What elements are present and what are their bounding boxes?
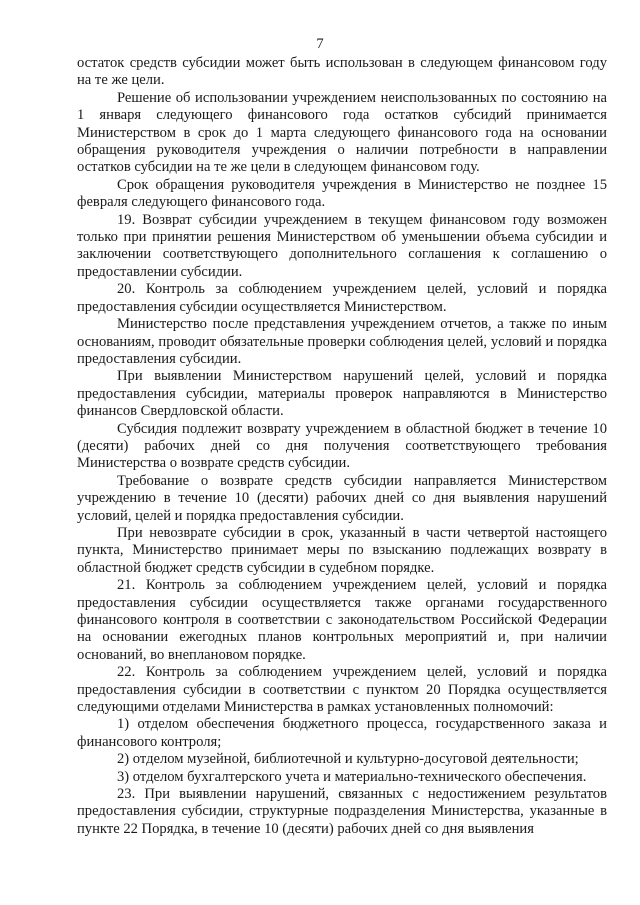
paragraph-request-deadline: Срок обращения руководителя учреждения в Министерство не позднее 15 февраля следующего финансового года.	[77, 176, 607, 211]
paragraph-ministry-checks: Министерство после представления учреждением отчетов, а также по иным основаниям, проводит обязательные проверки соблюдения целей, условий и порядка предоставления субсидии.	[77, 316, 607, 367]
list-item-3: 3) отделом бухгалтерского учета и материально-технического обеспечения.	[117, 768, 587, 785]
paragraph-clause-19: 19. Возврат субсидии учреждением в текущем финансовом году возможен только при принятии решения Министерством об уменьшении объема субсидии и заключении соответствующего дополнительного соглашения к соглашению о предоставлении субсидии.	[77, 211, 607, 280]
paragraph-refund-demand: Требование о возврате средств субсидии направляется Министерством учреждению в течение 10 (десяти) рабочих дней со дня выявления нарушений условий, целей и порядка предоставления субсидии.	[77, 472, 607, 524]
paragraph-violations: При выявлении Министерством нарушений целей, условий и порядка предоставления субсидии, материалы проверок направляются в Министерство финансов Свердловской области.	[77, 368, 607, 420]
paragraph-clause-21: 21. Контроль за соблюдением учреждением целей, условий и порядка предоставления субсидии осуществляется также органами государственного финансового контроля в соответствии с законодательством Российской Федерации на основании ежегодных планов контрольных мероприятий и, при наличии оснований, во внеплановом порядке.	[77, 577, 607, 663]
paragraph-court-recovery: При невозврате субсидии в срок, указанный в части четвертой настоящего пункта, Министерство принимает меры по взысканию подлежащих возврату в областной бюджет средств субсидии в судебном порядке.	[77, 524, 607, 576]
list-item-2: 2) отделом музейной, библиотечной и культурно-досуговой деятельности;	[117, 751, 579, 768]
paragraph-remainder-decision: Решение об использовании учреждением неиспользованных по состоянию на 1 января следующего финансового года остатков субсидий принимается Министерством в срок до 1 марта следующего финансового года на основании обращения руководителя учреждения о наличии потребности в направлении остатков субсидии на те же цели в следующем финансовом году.	[77, 89, 607, 176]
paragraph-clause-22: 22. Контроль за соблюдением учреждением целей, условий и порядка предоставления субсидии в соответствии с пунктом 20 Порядка осуществляется следующими отделами Министерства в рамках установленных полномочий:	[77, 664, 607, 716]
document-body	[77, 55, 607, 838]
paragraph-continuation: остаток средств субсидии может быть использован в следующем финансовом году на те же цели.	[77, 55, 607, 89]
paragraph-clause-23: 23. При выявлении нарушений, связанных с недостижением результатов предоставления субсидии, структурные подразделения Министерства, указанные в пункте 22 Порядка, в течение 10 (десяти) рабочих дней со дня выявления	[77, 786, 607, 837]
paragraph-refund: Субсидия подлежит возврату учреждением в областной бюджет в течение 10 (десяти) рабочих дней со дня получения соответствующего требования Министерства о возврате средств субсидии.	[77, 420, 607, 472]
list-item-1: 1) отделом обеспечения бюджетного процесса, государственного заказа и финансового контроля;	[77, 716, 607, 750]
page-number: 7	[316, 36, 324, 52]
paragraph-clause-20: 20. Контроль за соблюдением учреждением целей, условий и порядка предоставления субсидии осуществляется Министерством.	[77, 281, 607, 315]
